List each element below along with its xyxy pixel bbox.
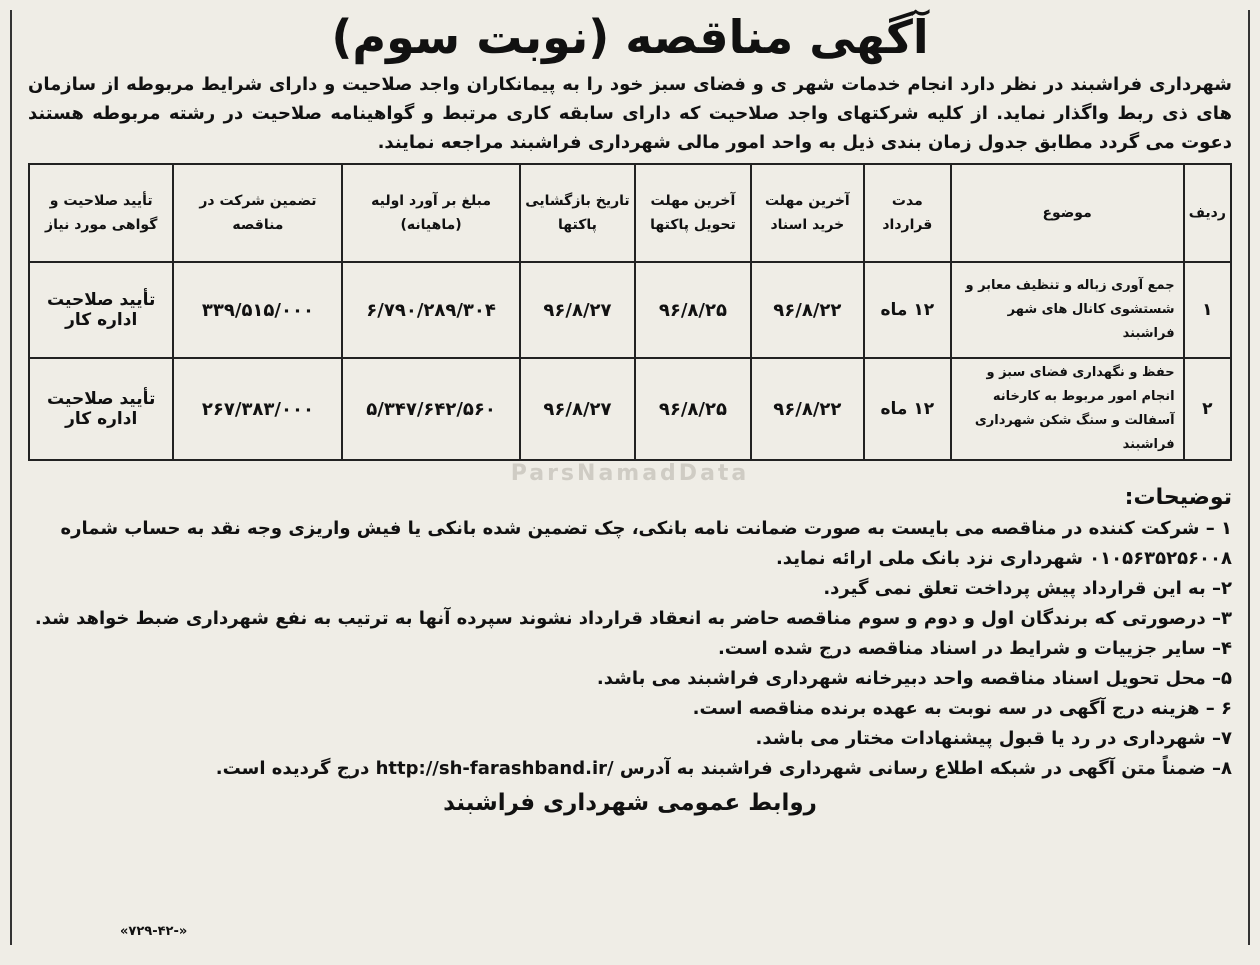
cell-qualification: تأیید صلاحیت اداره کار [29, 358, 173, 460]
tender-schedule-table [28, 163, 1232, 461]
note-item: ۱ – شرکت کننده در مناقصه می بایست به صورت ضمانت نامه بانکی، چک تضمین شده بانکی یا فیش واریزی وجه نقد به حساب شماره ۰۱۰۵۶۳۵۲۵۶۰۰۸ شهرداری نزد بانک ملی ارائه نماید. [60, 518, 1232, 569]
cell-opening-date: ۹۶/۸/۲۷ [520, 262, 635, 358]
note8-text-end: درج گردیده است. [215, 758, 370, 779]
website-link[interactable]: http://sh-farashband.ir/ [375, 758, 614, 779]
note-item: ۳– درصورتی که برندگان اول و دوم و سوم مناقصه حاضر به انعقاد قرارداد نشوند سپرده آنها به ترتیب به نفع شهرداری ضبط خواهد شد. [34, 608, 1232, 629]
cell-row-number: ۲ [1184, 358, 1231, 460]
header-row-number: ردیف [1184, 164, 1231, 262]
cell-subject: حفظ و نگهداری فضای سبز و انجام امور مربوط به کارخانه آسفالت و سنگ شکن شهرداری فراشبند [951, 358, 1184, 460]
cell-estimate: ۵/۳۴۷/۶۴۲/۵۶۰ [342, 358, 519, 460]
note-item: ۵– محل تحویل اسناد مناقصه واحد دبیرخانه شهرداری فراشبند می باشد. [596, 668, 1232, 689]
note8-text: ۸– ضمناً متن آگهی در شبکه اطلاع رسانی شهرداری فراشبند به آدرس [619, 758, 1232, 779]
intro-paragraph: شهرداری فراشبند در نظر دارد انجام خدمات شهر ی و فضای سبز خود را به پیمانکاران واجد صلاحیت و دارای شرایط مربوطه از سازمان های ذی ربط واگذار نماید. از کلیه شرکتهای واجد صلاحیت که دارای سابقه کاری مرتبط و گواهینامه صلاحیت در رشته مربوطه هستند دعوت می گردد مطابق جدول زمان بندی ذیل به واحد امور مالی شهرداری فراشبند مراجعه نمایند. [28, 74, 1232, 153]
notice-title: آگهی مناقصه (نوبت سوم) [331, 10, 929, 64]
ad-code: «۷۲۹-۴۲-» [120, 924, 188, 939]
cell-duration: ۱۲ ماه [864, 358, 951, 460]
header-opening-date: تاریخ بازگشایی پاکتها [520, 164, 635, 262]
tender-notice [10, 10, 1250, 945]
watermark: ParsNamadData [510, 461, 750, 486]
right-border [1248, 10, 1250, 945]
cell-opening-date: ۹۶/۸/۲۷ [520, 358, 635, 460]
table-row [29, 358, 1231, 460]
header-subject: موضوع [951, 164, 1184, 262]
cell-guarantee: ۳۳۹/۵۱۵/۰۰۰ [173, 262, 342, 358]
table-row [29, 262, 1231, 358]
header-delivery-deadline: آخرین مهلت تحویل پاکتها [635, 164, 750, 262]
cell-subject: جمع آوری زباله و تنظیف معابر و شستشوی کانال های شهر فراشبند [951, 262, 1184, 358]
note-item: ۷– شهرداری در رد یا قبول پیشنهادات مختار می باشد. [755, 728, 1232, 749]
note-item-website [28, 754, 1232, 784]
header-duration: مدت قرارداد [864, 164, 951, 262]
cell-purchase-deadline: ۹۶/۸/۲۲ [751, 358, 864, 460]
table-header-row [29, 164, 1231, 262]
notes-heading: توضیحات: [1124, 485, 1232, 510]
cell-delivery-deadline: ۹۶/۸/۲۵ [635, 358, 750, 460]
cell-guarantee: ۲۶۷/۳۸۳/۰۰۰ [173, 358, 342, 460]
left-border [10, 10, 12, 945]
cell-delivery-deadline: ۹۶/۸/۲۵ [635, 262, 750, 358]
header-purchase-deadline: آخرین مهلت خرید اسناد [751, 164, 864, 262]
signature: روابط عمومی شهرداری فراشبند [443, 790, 817, 816]
header-qualification: تأیید صلاحیت و گواهی مورد نیاز [29, 164, 173, 262]
cell-qualification: تأیید صلاحیت اداره کار [29, 262, 173, 358]
cell-row-number: ۱ [1184, 262, 1231, 358]
notes-list [28, 514, 1232, 784]
note-item: ۶ – هزینه درج آگهی در سه نوبت به عهده برنده مناقصه است. [692, 698, 1232, 719]
header-guarantee: تضمین شرکت در مناقصه [173, 164, 342, 262]
note-item: ۴– سایر جزییات و شرایط در اسناد مناقصه درج شده است. [717, 638, 1232, 659]
cell-purchase-deadline: ۹۶/۸/۲۲ [751, 262, 864, 358]
cell-duration: ۱۲ ماه [864, 262, 951, 358]
note-item: ۲– به این قرارداد پیش پرداخت تعلق نمی گیرد. [823, 578, 1232, 599]
header-estimate: مبلغ بر آورد اولیه (ماهیانه) [342, 164, 519, 262]
cell-estimate: ۶/۷۹۰/۲۸۹/۳۰۴ [342, 262, 519, 358]
